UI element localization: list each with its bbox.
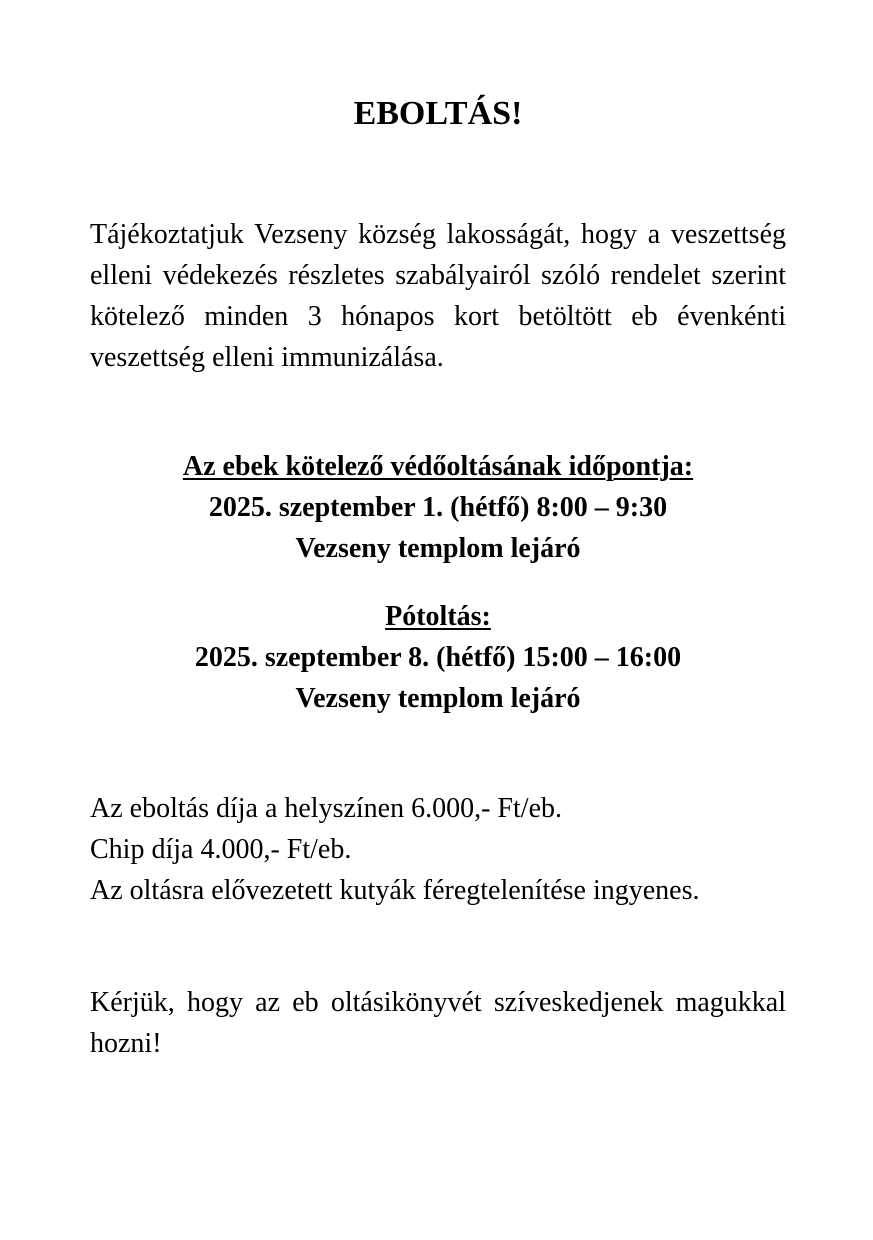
makeup-vaccination-datetime: 2025. szeptember 8. (hétfő) 15:00 – 16:00 [194,642,682,673]
notice-title: EBOLTÁS! [353,95,523,132]
fees-section [90,788,786,911]
main-vaccination-block [90,446,786,569]
main-vaccination-location: Vezseny templom lejáró [295,533,581,564]
main-vaccination-heading: Az ebek kötelező védőoltásának időpontja: [182,451,694,482]
makeup-vaccination-block [90,596,786,719]
makeup-vaccination-heading: Pótoltás: [385,601,491,632]
chip-fee-text: Chip díja 4.000,- Ft/eb. [90,834,352,865]
deworming-text: Az oltásra elővezetett kutyák féregtelenítése ingyenes. [90,875,700,906]
intro-paragraph: Tájékoztatjuk Vezseny község lakosságát, hogy a veszettség elleni védekezés részletes szabályairól szóló rendelet szerint kötelező minden 3 hónapos kort betöltött eb évenkénti veszettség elleni immunizálása. [90,219,786,373]
vaccination-fee-text: Az eboltás díja a helyszínen 6.000,- Ft/eb. [90,793,562,824]
closing-paragraph: Kérjük, hogy az eb oltásikönyvét szíveskedjenek magukkal hozni! [90,987,786,1059]
makeup-vaccination-location: Vezseny templom lejáró [295,683,581,714]
main-vaccination-datetime: 2025. szeptember 1. (hétfő) 8:00 – 9:30 [208,492,668,523]
